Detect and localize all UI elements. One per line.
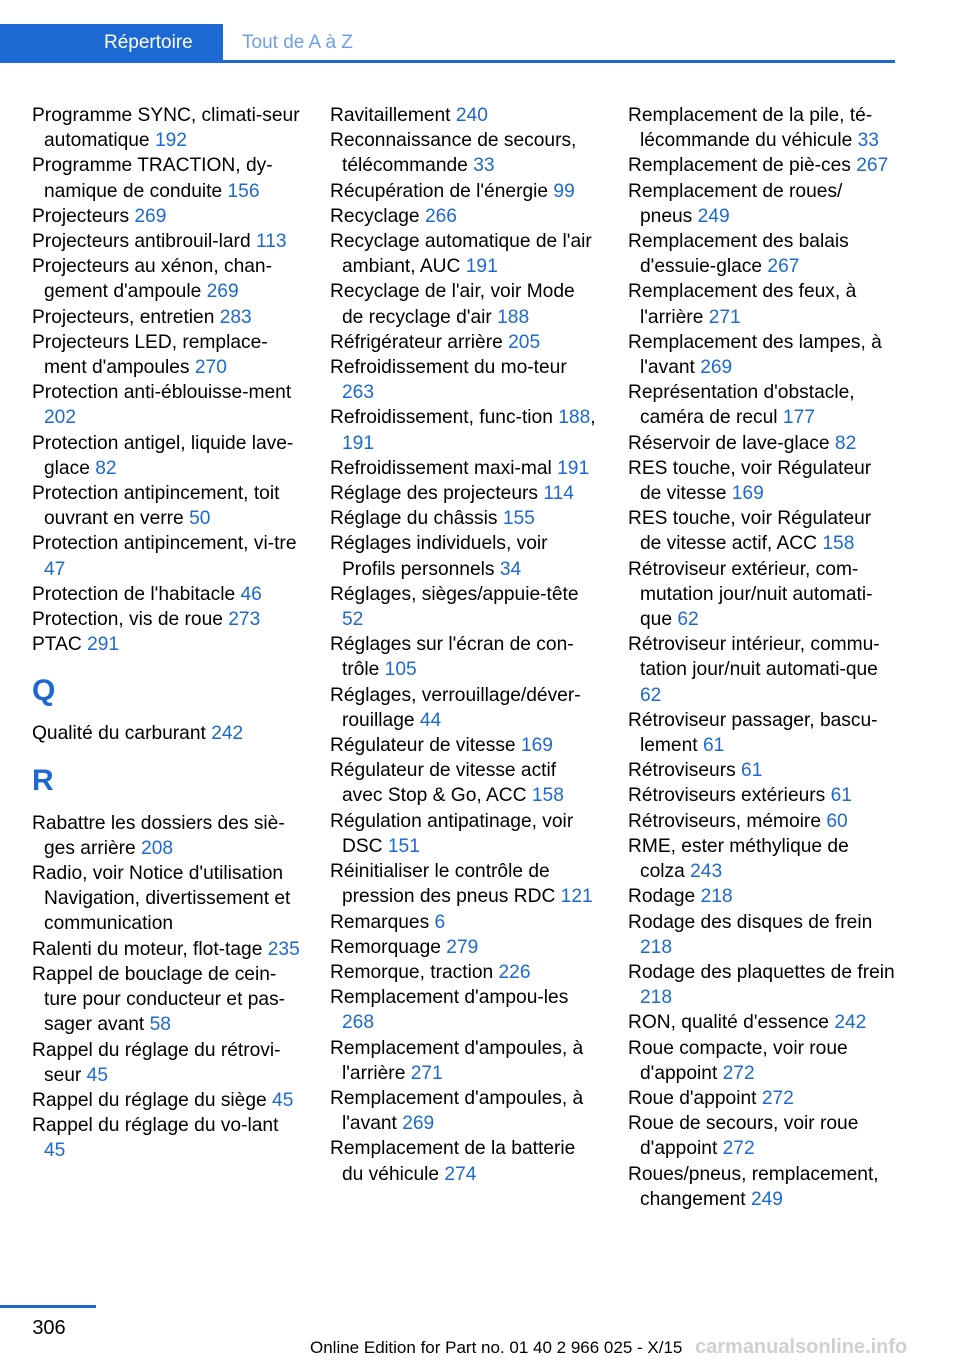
page-link[interactable]: 50 bbox=[189, 508, 211, 530]
page-link[interactable]: 61 bbox=[702, 735, 725, 757]
index-entry-text: Projecteurs, entretien bbox=[32, 306, 215, 328]
index-entry-text: RES touche, voir Régulateur de vitesse actif, ACC bbox=[628, 508, 872, 555]
index-entry bbox=[32, 481, 300, 531]
index-entry-text: Remorque, traction bbox=[330, 961, 494, 983]
index-entry-text: Projecteurs bbox=[32, 205, 130, 227]
page-link[interactable]: 47 bbox=[44, 558, 66, 580]
index-entry bbox=[32, 153, 300, 203]
page-link[interactable]: 188 bbox=[497, 306, 530, 328]
index-entry bbox=[32, 962, 300, 1038]
page-link[interactable]: 242 bbox=[834, 1012, 867, 1034]
page-link[interactable]: 113 bbox=[255, 231, 287, 253]
page-link[interactable]: 267 bbox=[767, 256, 800, 278]
index-entry bbox=[628, 557, 896, 633]
page-link[interactable]: 263 bbox=[342, 382, 375, 404]
index-entry bbox=[330, 960, 598, 985]
page-link[interactable]: 208 bbox=[141, 837, 174, 859]
page-link[interactable]: 52 bbox=[342, 609, 364, 631]
index-entry-text: Remplacement d'ampoules, à l'avant bbox=[330, 1087, 584, 1135]
index-entry-text: Réinitialiser le contrôle de pression des pneus RDC bbox=[330, 861, 556, 908]
index-entry bbox=[330, 935, 598, 960]
index-entry bbox=[330, 229, 598, 279]
index-entry-text: Rodage des plaquettes de frein bbox=[628, 961, 895, 983]
index-entry-text: Rodage bbox=[628, 886, 696, 908]
index-entry-text: Remplacement des feux, à l'arrière bbox=[628, 281, 857, 328]
index-entry-text: Rodage des disques de frein bbox=[628, 911, 873, 933]
index-entry bbox=[330, 330, 598, 355]
page-link[interactable]: 158 bbox=[822, 533, 855, 555]
section-letter: Q bbox=[32, 674, 56, 708]
page-link[interactable]: 271 bbox=[708, 306, 741, 328]
index-entry bbox=[628, 960, 896, 1010]
page-link[interactable]: 6 bbox=[434, 911, 446, 933]
page-link[interactable]: 156 bbox=[227, 180, 260, 202]
index-entry bbox=[628, 279, 896, 329]
index-entry-text: RON, qualité d'essence bbox=[628, 1012, 829, 1034]
index-entry bbox=[628, 884, 896, 909]
index-entry bbox=[628, 1086, 896, 1111]
index-entry-text: Remplacement d'ampoules, à l'arrière bbox=[330, 1037, 584, 1084]
index-entry bbox=[628, 809, 896, 834]
index-entry bbox=[32, 1038, 300, 1088]
index-entry bbox=[330, 910, 598, 935]
page-link[interactable]: 60 bbox=[826, 810, 848, 832]
page-link[interactable]: 226 bbox=[498, 961, 531, 983]
index-entry bbox=[628, 330, 896, 380]
page-link[interactable]: 44 bbox=[419, 709, 442, 731]
index-entry bbox=[32, 607, 300, 632]
page-link[interactable]: 169 bbox=[731, 483, 764, 505]
index-entry-text: PTAC bbox=[32, 634, 82, 656]
index-entry bbox=[32, 811, 300, 861]
index-entry bbox=[330, 1036, 598, 1086]
page-link[interactable]: 155 bbox=[502, 508, 535, 530]
page-link[interactable]: 33 bbox=[857, 130, 879, 152]
watermark-text: carmanualsonline.info bbox=[695, 1336, 908, 1358]
index-entry-text: Roue de secours, voir roue d'appoint bbox=[628, 1113, 859, 1160]
page-link[interactable]: 61 bbox=[830, 785, 852, 807]
page-link[interactable]: 249 bbox=[697, 205, 730, 227]
index-entry bbox=[330, 179, 598, 204]
index-entry-text: Rappel du réglage du rétrovi-seur bbox=[32, 1039, 281, 1086]
page-link[interactable]: 240 bbox=[455, 105, 488, 126]
page-link[interactable]: 272 bbox=[761, 1087, 794, 1109]
index-entry bbox=[330, 531, 598, 581]
index-entry-text: Protection antipincement, toit ouvrant en verre bbox=[32, 483, 280, 530]
index-entry-text: Radio, voir Notice d'utilisation Navigation, divertissement et communication bbox=[32, 863, 291, 935]
index-entry-text: Rétroviseur passager, bascu-lement bbox=[628, 709, 878, 757]
index-entry bbox=[628, 834, 896, 884]
page-link[interactable]: 274 bbox=[444, 1163, 477, 1185]
index-entry-text: Programme TRACTION, dy-namique de conduite bbox=[32, 155, 273, 202]
index-entry-text: Ravitaillement bbox=[330, 105, 451, 126]
index-entry-text: Recyclage bbox=[330, 205, 420, 227]
index-entry-text: Réglages individuels, voir Profils personnels bbox=[330, 533, 548, 580]
index-entry-text: Rétroviseur extérieur, com-mutation jour/nuit automati-que bbox=[628, 558, 873, 631]
index-entry-text: Remplacement de la batterie du véhicule bbox=[330, 1138, 576, 1185]
index-entry-text: Protection de l'habitacle bbox=[32, 583, 236, 605]
index-entry bbox=[330, 632, 598, 682]
tab-tout-de-a-a-z[interactable]: Tout de A à Z bbox=[242, 32, 353, 53]
index-entry bbox=[330, 355, 598, 405]
index-entry-text: Protection antipincement, vi-tre bbox=[32, 533, 297, 555]
index-entry bbox=[32, 431, 300, 481]
index-entry-text: Remplacement de piè-ces bbox=[628, 155, 851, 177]
index-column-2 bbox=[330, 103, 598, 1187]
index-entry-text: Réglages, verrouillage/déver-rouillage bbox=[330, 684, 581, 731]
index-entry bbox=[628, 910, 896, 960]
index-entry-text: Régulateur de vitesse bbox=[330, 735, 516, 757]
index-entry-text: Représentation d'obstacle, caméra de recul bbox=[628, 382, 855, 429]
page-link[interactable]: 218 bbox=[640, 987, 673, 1009]
page-link[interactable]: 269 bbox=[700, 357, 733, 379]
index-column-3 bbox=[628, 103, 896, 1212]
index-entry-text: Régulation antipatinage, voir DSC bbox=[330, 810, 574, 857]
index-entry-text: Remplacement de roues/ pneus bbox=[628, 180, 843, 227]
page-link[interactable]: 169 bbox=[520, 735, 553, 757]
index-entry bbox=[330, 279, 598, 329]
index-entry bbox=[32, 531, 300, 581]
footer-divider bbox=[0, 1305, 96, 1308]
page-link[interactable]: 82 bbox=[834, 432, 857, 454]
index-entry-text: Recyclage automatique de l'air ambiant, AUC bbox=[330, 231, 592, 278]
page-link[interactable]: 33 bbox=[473, 155, 495, 177]
page-link[interactable]: 192 bbox=[154, 130, 187, 152]
page-link[interactable]: 243 bbox=[690, 861, 723, 883]
index-entry bbox=[628, 783, 896, 808]
index-entry-text: Remplacement d'ampou-les bbox=[330, 987, 569, 1009]
index-entry bbox=[32, 582, 300, 607]
index-entry bbox=[330, 809, 598, 859]
index-entry-text: Refroidissement maxi-mal bbox=[330, 457, 552, 479]
index-entry bbox=[628, 431, 896, 456]
page-link[interactable]: 34 bbox=[499, 558, 522, 580]
index-entry bbox=[32, 229, 300, 254]
index-entry-text: Programme SYNC, climati-seur automatique bbox=[32, 105, 300, 152]
index-entry-text: Réglages sur l'écran de con-trôle bbox=[330, 634, 574, 681]
index-entry-text: Rappel de bouclage de cein-ture pour conducteur et pas-sager avant bbox=[32, 963, 286, 1036]
index-entry-text: Recyclage de l'air, voir Mode de recyclage d'air bbox=[330, 281, 575, 328]
page-link[interactable]: 279 bbox=[446, 936, 479, 958]
index-entry-text: Refroidissement, func-tion bbox=[330, 407, 553, 429]
index-entry bbox=[330, 481, 598, 506]
page-link[interactable]: 273 bbox=[228, 609, 261, 631]
page-link[interactable]: 271 bbox=[410, 1062, 443, 1084]
page-link[interactable]: 158 bbox=[531, 785, 564, 807]
page-link[interactable]: 269 bbox=[134, 205, 167, 227]
index-entry bbox=[32, 103, 300, 153]
page-number: 306 bbox=[32, 1317, 66, 1339]
index-entry bbox=[330, 506, 598, 531]
page-link[interactable]: 218 bbox=[700, 886, 733, 908]
page-link[interactable]: 218 bbox=[640, 936, 673, 958]
index-entry bbox=[628, 1162, 896, 1212]
index-entry bbox=[330, 128, 598, 178]
index-entry bbox=[628, 153, 896, 178]
index-entry-text: Remplacement des lampes, à l'avant bbox=[628, 331, 882, 379]
page-link[interactable]: 45 bbox=[86, 1064, 109, 1086]
index-entry-text: Rappel du réglage du vo-lant bbox=[32, 1115, 279, 1137]
index-entry bbox=[330, 985, 598, 1035]
index-entry bbox=[32, 330, 300, 380]
page-link[interactable]: 283 bbox=[219, 306, 252, 328]
index-entry bbox=[330, 103, 598, 128]
page-link[interactable]: 177 bbox=[782, 407, 815, 429]
index-entry bbox=[330, 582, 598, 632]
index-entry-text: Réglages, sièges/appuie-tête bbox=[330, 583, 579, 605]
index-entry-text: Réfrigérateur arrière bbox=[330, 331, 503, 353]
index-entry-text: Qualité du carburant bbox=[32, 723, 206, 745]
index-entry-text: Récupération de l'énergie bbox=[330, 180, 549, 202]
index-entry-text: Reconnaissance de secours, télécommande bbox=[330, 130, 577, 177]
page-link[interactable]: 46 bbox=[240, 583, 262, 605]
page-link[interactable]: 99 bbox=[553, 180, 575, 202]
page-link[interactable]: 45 bbox=[44, 1140, 66, 1162]
index-entry-text: Régulateur de vitesse actif avec Stop & Go, ACC bbox=[330, 760, 557, 807]
page-link[interactable]: 62 bbox=[677, 609, 699, 631]
index-entry-text: Remorquage bbox=[330, 936, 441, 958]
page-link[interactable]: 62 bbox=[640, 684, 662, 706]
index-entry-text: Protection anti-éblouisse-ment bbox=[32, 382, 292, 404]
index-entry bbox=[628, 103, 896, 153]
index-entry bbox=[32, 632, 300, 657]
index-entry bbox=[628, 380, 896, 430]
index-entry bbox=[32, 305, 300, 330]
page-link[interactable]: 272 bbox=[722, 1062, 755, 1084]
index-entry bbox=[330, 758, 598, 808]
index-entry-text: Projecteurs antibrouil-lard bbox=[32, 231, 251, 253]
page-link[interactable]: 249 bbox=[750, 1188, 783, 1210]
index-entry-text: Rétroviseurs, mémoire bbox=[628, 810, 821, 832]
page-link[interactable]: 105 bbox=[384, 659, 417, 681]
index-entry bbox=[330, 1136, 598, 1186]
index-entry bbox=[628, 758, 896, 783]
index-entry bbox=[32, 380, 300, 430]
index-entry bbox=[32, 1088, 300, 1113]
page-link[interactable]: 266 bbox=[424, 205, 457, 227]
index-entry-text: Protection, vis de roue bbox=[32, 609, 223, 631]
index-entry bbox=[32, 204, 300, 229]
index-entry bbox=[628, 506, 896, 556]
index-entry bbox=[32, 1113, 300, 1163]
index-entry-text: Roues/pneus, remplacement, changement bbox=[628, 1163, 879, 1210]
index-entry-text: Rétroviseurs extérieurs bbox=[628, 785, 826, 807]
tab-repertoire[interactable]: Répertoire bbox=[0, 24, 223, 62]
index-entry-text: Refroidissement du mo-teur bbox=[330, 357, 567, 379]
index-entry bbox=[330, 859, 598, 909]
index-entry-text: Rétroviseurs bbox=[628, 760, 736, 782]
index-entry-text: Remplacement de la pile, té-lécommande du véhicule bbox=[628, 105, 873, 152]
page-link[interactable]: 269 bbox=[402, 1113, 435, 1135]
index-entry bbox=[628, 632, 896, 708]
index-entry bbox=[628, 1111, 896, 1161]
index-entry: Refroidissement, func-tion 188, 191 bbox=[330, 407, 596, 454]
section-letter: R bbox=[32, 763, 54, 797]
index-entry bbox=[32, 721, 300, 746]
page-link[interactable]: 205 bbox=[508, 331, 541, 353]
page-link[interactable]: 191 bbox=[465, 256, 498, 278]
index-entry bbox=[32, 254, 300, 304]
index-entry-text: Remarques bbox=[330, 911, 430, 933]
page-link[interactable]: 121 bbox=[560, 886, 593, 908]
page-link[interactable]: 45 bbox=[272, 1089, 294, 1111]
index-entry-text: Protection antigel, liquide lave-glace bbox=[32, 432, 294, 479]
index-entry-text: Rétroviseur intérieur, commu-tation jour/nuit automati-que bbox=[628, 634, 880, 681]
page-link[interactable]: 242 bbox=[211, 723, 244, 745]
index-entry bbox=[330, 456, 598, 481]
page-link[interactable]: 272 bbox=[722, 1138, 755, 1160]
page-link[interactable]: 267 bbox=[856, 155, 889, 177]
index-entry-text: Projecteurs LED, remplace-ment d'ampoules bbox=[32, 331, 268, 379]
index-entry-text: Ralenti du moteur, flot-tage bbox=[32, 938, 263, 960]
index-entry bbox=[32, 861, 300, 937]
index-entry-text: RES touche, voir Régulateur de vitesse bbox=[628, 457, 872, 505]
index-entry bbox=[628, 1036, 896, 1086]
page-link[interactable]: 270 bbox=[194, 357, 227, 379]
page-link[interactable]: 191 bbox=[557, 457, 590, 479]
page-link[interactable]: 151 bbox=[387, 835, 420, 857]
index-entry bbox=[330, 683, 598, 733]
index-entry bbox=[628, 708, 896, 758]
index-entry bbox=[32, 937, 300, 962]
index-entry-text: Roue compacte, voir roue d'appoint bbox=[628, 1037, 848, 1084]
page-link[interactable]: 114 bbox=[543, 483, 574, 505]
index-entry bbox=[628, 229, 896, 279]
page-link[interactable]: 61 bbox=[741, 760, 763, 782]
index-entry-text: Remplacement des balais d'essuie-glace bbox=[628, 231, 849, 278]
page-link[interactable]: 235 bbox=[267, 938, 300, 960]
index-column-1 bbox=[32, 103, 300, 1164]
page-link[interactable]: 58 bbox=[149, 1014, 171, 1036]
index-entry bbox=[330, 1086, 598, 1136]
index-entry bbox=[628, 179, 896, 229]
index-entry bbox=[330, 733, 598, 758]
index-entry-text: Réglage des projecteurs bbox=[330, 483, 538, 505]
page-link[interactable]: 188 bbox=[558, 407, 591, 429]
edition-text: Online Edition for Part no. 01 40 2 966 025 - X/15 bbox=[310, 1338, 683, 1357]
index-entry-text: RME, ester méthylique de colza bbox=[628, 835, 849, 883]
index-entry bbox=[628, 1010, 896, 1035]
page-link[interactable]: 82 bbox=[95, 457, 117, 479]
index-entry bbox=[330, 204, 598, 229]
index-entry-text: Projecteurs au xénon, chan-gement d'ampoule bbox=[32, 256, 272, 303]
page-link[interactable]: 202 bbox=[44, 407, 77, 429]
page-link[interactable]: 291 bbox=[87, 634, 120, 656]
header-bar bbox=[0, 24, 895, 62]
page-link[interactable]: 268 bbox=[342, 1012, 375, 1034]
index-entry-text: Roue d'appoint bbox=[628, 1087, 757, 1109]
index-entry-text: Réglage du châssis bbox=[330, 508, 498, 530]
page-link[interactable]: 191 bbox=[342, 432, 375, 454]
index-entry-text: Réservoir de lave-glace bbox=[628, 432, 830, 454]
index-entry-text: Rabattre les dossiers des siè-ges arrière bbox=[32, 812, 285, 859]
header-divider bbox=[0, 60, 895, 63]
page-link[interactable]: 269 bbox=[206, 281, 239, 303]
index-entry bbox=[628, 456, 896, 506]
index-entry-text: Rappel du réglage du siège bbox=[32, 1089, 267, 1111]
